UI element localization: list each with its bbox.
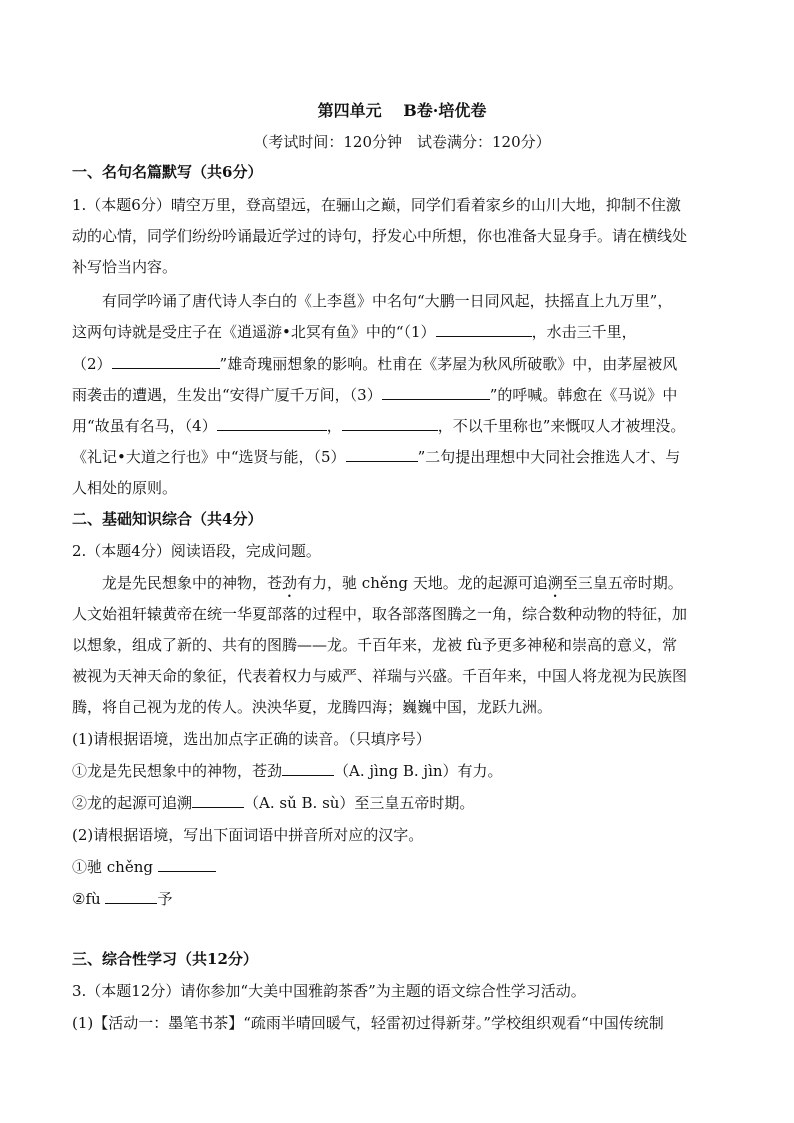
- answer-blank-sub1a[interactable]: [282, 761, 334, 776]
- text-segment: 予: [157, 890, 173, 908]
- text-segment: （A. jìng B. jìn）有力。: [334, 762, 503, 780]
- text-segment: 至三皇五帝时期。: [562, 574, 683, 592]
- text-segment: ，水击三千里，: [531, 323, 637, 341]
- section-3-heading: 三、综合性学习（共12分）: [72, 950, 258, 968]
- q1-text-line: 补写恰当内容。: [72, 258, 178, 276]
- text-segment: （2）: [72, 355, 112, 373]
- text-segment: 《礼记•大道之行也》中“选贤与能，（5）: [72, 448, 346, 466]
- q1-paragraph-line: [72, 322, 637, 342]
- q2-intro: 2.（本题4分）阅读语段，完成问题。: [72, 542, 321, 560]
- text-segment: ①驰 chěng: [72, 858, 158, 876]
- answer-blank-sub2a[interactable]: [158, 857, 216, 872]
- q3-intro: 3.（本题12分）请你参加“大美中国雅韵茶香”为主题的语文综合性学习活动。: [72, 982, 586, 1000]
- dotted-char: 溯: [547, 574, 563, 592]
- answer-blank-sub1b[interactable]: [192, 793, 244, 808]
- section-1-heading: 一、名句名篇默写（共6分）: [72, 163, 263, 181]
- text-segment: （A. sǔ B. sù）至三皇五帝时期。: [244, 794, 475, 812]
- text-segment: 用“故虽有名马，（4）: [72, 417, 217, 435]
- text-segment: ，: [326, 417, 342, 435]
- q2-paragraph-line: 以想象，组成了新的、共有的图腾——龙。千百年来，龙被 fù予更多神秘和崇高的意义，常: [72, 636, 677, 654]
- q2-paragraph-line: 人文始祖轩辕黄帝在统一华夏部落的过程中，取各部落图腾之一角，综合数种动物的特征，加: [72, 605, 688, 623]
- answer-blank-4a[interactable]: [217, 416, 327, 431]
- text-segment: ②fù: [72, 890, 106, 908]
- q1-paragraph-line: 有同学吟诵了唐代诗人李白的《上李邕》中名句“大鹏一日同风起，扶摇直上九万里”，: [102, 292, 673, 310]
- q2-sub-1-item-a: [72, 761, 503, 781]
- q2-sub-2-item-a: [72, 857, 216, 877]
- text-segment: ②龙的起源可追溯: [72, 794, 193, 812]
- answer-blank-5[interactable]: [346, 447, 418, 462]
- text-segment: ①龙是先民想象中的神物，苍劲: [72, 762, 283, 780]
- answer-blank-4b[interactable]: [342, 416, 438, 431]
- q2-sub-1-item-b: [72, 793, 474, 813]
- text-segment: ”二句提出理想中大同社会推选人才、与: [417, 448, 681, 466]
- q2-sub-question-2: (2)请根据语境，写出下面词语中拼音所对应的汉字。: [72, 826, 424, 844]
- dotted-char: 劲: [282, 574, 298, 592]
- text-segment: 这两句诗就是受庄子在《逍遥游•北冥有鱼》中的“（1）: [72, 323, 436, 341]
- answer-blank-sub2b[interactable]: [105, 889, 157, 904]
- q1-paragraph-line: [72, 354, 677, 374]
- q1-paragraph-line: 人相处的原则。: [72, 479, 178, 497]
- answer-blank-3[interactable]: [382, 385, 490, 400]
- answer-blank-2[interactable]: [112, 354, 220, 369]
- q2-paragraph-line: [72, 573, 683, 601]
- q2-sub-2-item-b: [72, 889, 172, 909]
- q1-text-line: 1.（本题6分）晴空万里，登高望远，在骊山之巅，同学们看着家乡的山川大地，抑制不住激: [72, 196, 681, 214]
- text-segment: ”的呼喊。韩愈在《马说》中: [489, 386, 678, 404]
- section-2-heading: 二、基础知识综合（共4分）: [72, 510, 263, 528]
- text-segment: ，不以千里称也”来慨叹人才被埋没。: [437, 417, 686, 435]
- exam-subtitle: （考试时间：120分钟 试卷满分：120分）: [253, 133, 551, 151]
- q1-paragraph-line: [72, 385, 677, 405]
- q2-sub-question-1: (1)请根据语境，选出加点字正确的读音。（只填序号）: [72, 730, 431, 748]
- exam-title: 第四单元 B卷·培优卷: [317, 101, 487, 120]
- q2-paragraph-line: 腾，将自己视为龙的传人。泱泱华夏，龙腾四海；巍巍中国，龙跃九洲。: [72, 698, 553, 716]
- q1-text-line: 动的心情，同学们纷纷吟诵最近学过的诗句，抒发心中所想，你也准备大显身手。请在横线处: [72, 227, 688, 245]
- q1-paragraph-line: [72, 416, 685, 436]
- q3-activity-1: (1)【活动一：墨笔书茶】“疏雨半晴回暖气，轻雷初过得新芽。”学校组织观看“中国传统制: [72, 1014, 664, 1032]
- text-segment: ”雄奇瑰丽想象的影响。杜甫在《茅屋为秋风所破歌》中，由茅屋被风: [219, 355, 678, 373]
- text-segment: 雨袭击的遭遇，生发出“安得广厦千万间，（3）: [72, 386, 382, 404]
- answer-blank-1[interactable]: [436, 322, 532, 337]
- q2-paragraph-line: 被视为天神天命的象征，代表着权力与威严、祥瑞与兴盛。千百年来，中国人将龙视为民族图: [72, 667, 688, 685]
- q1-paragraph-line: [72, 447, 680, 467]
- text-segment: 有力，驰 chěng 天地。龙的起源可追: [297, 574, 548, 592]
- text-segment: 龙是先民想象中的神物，苍: [102, 574, 283, 592]
